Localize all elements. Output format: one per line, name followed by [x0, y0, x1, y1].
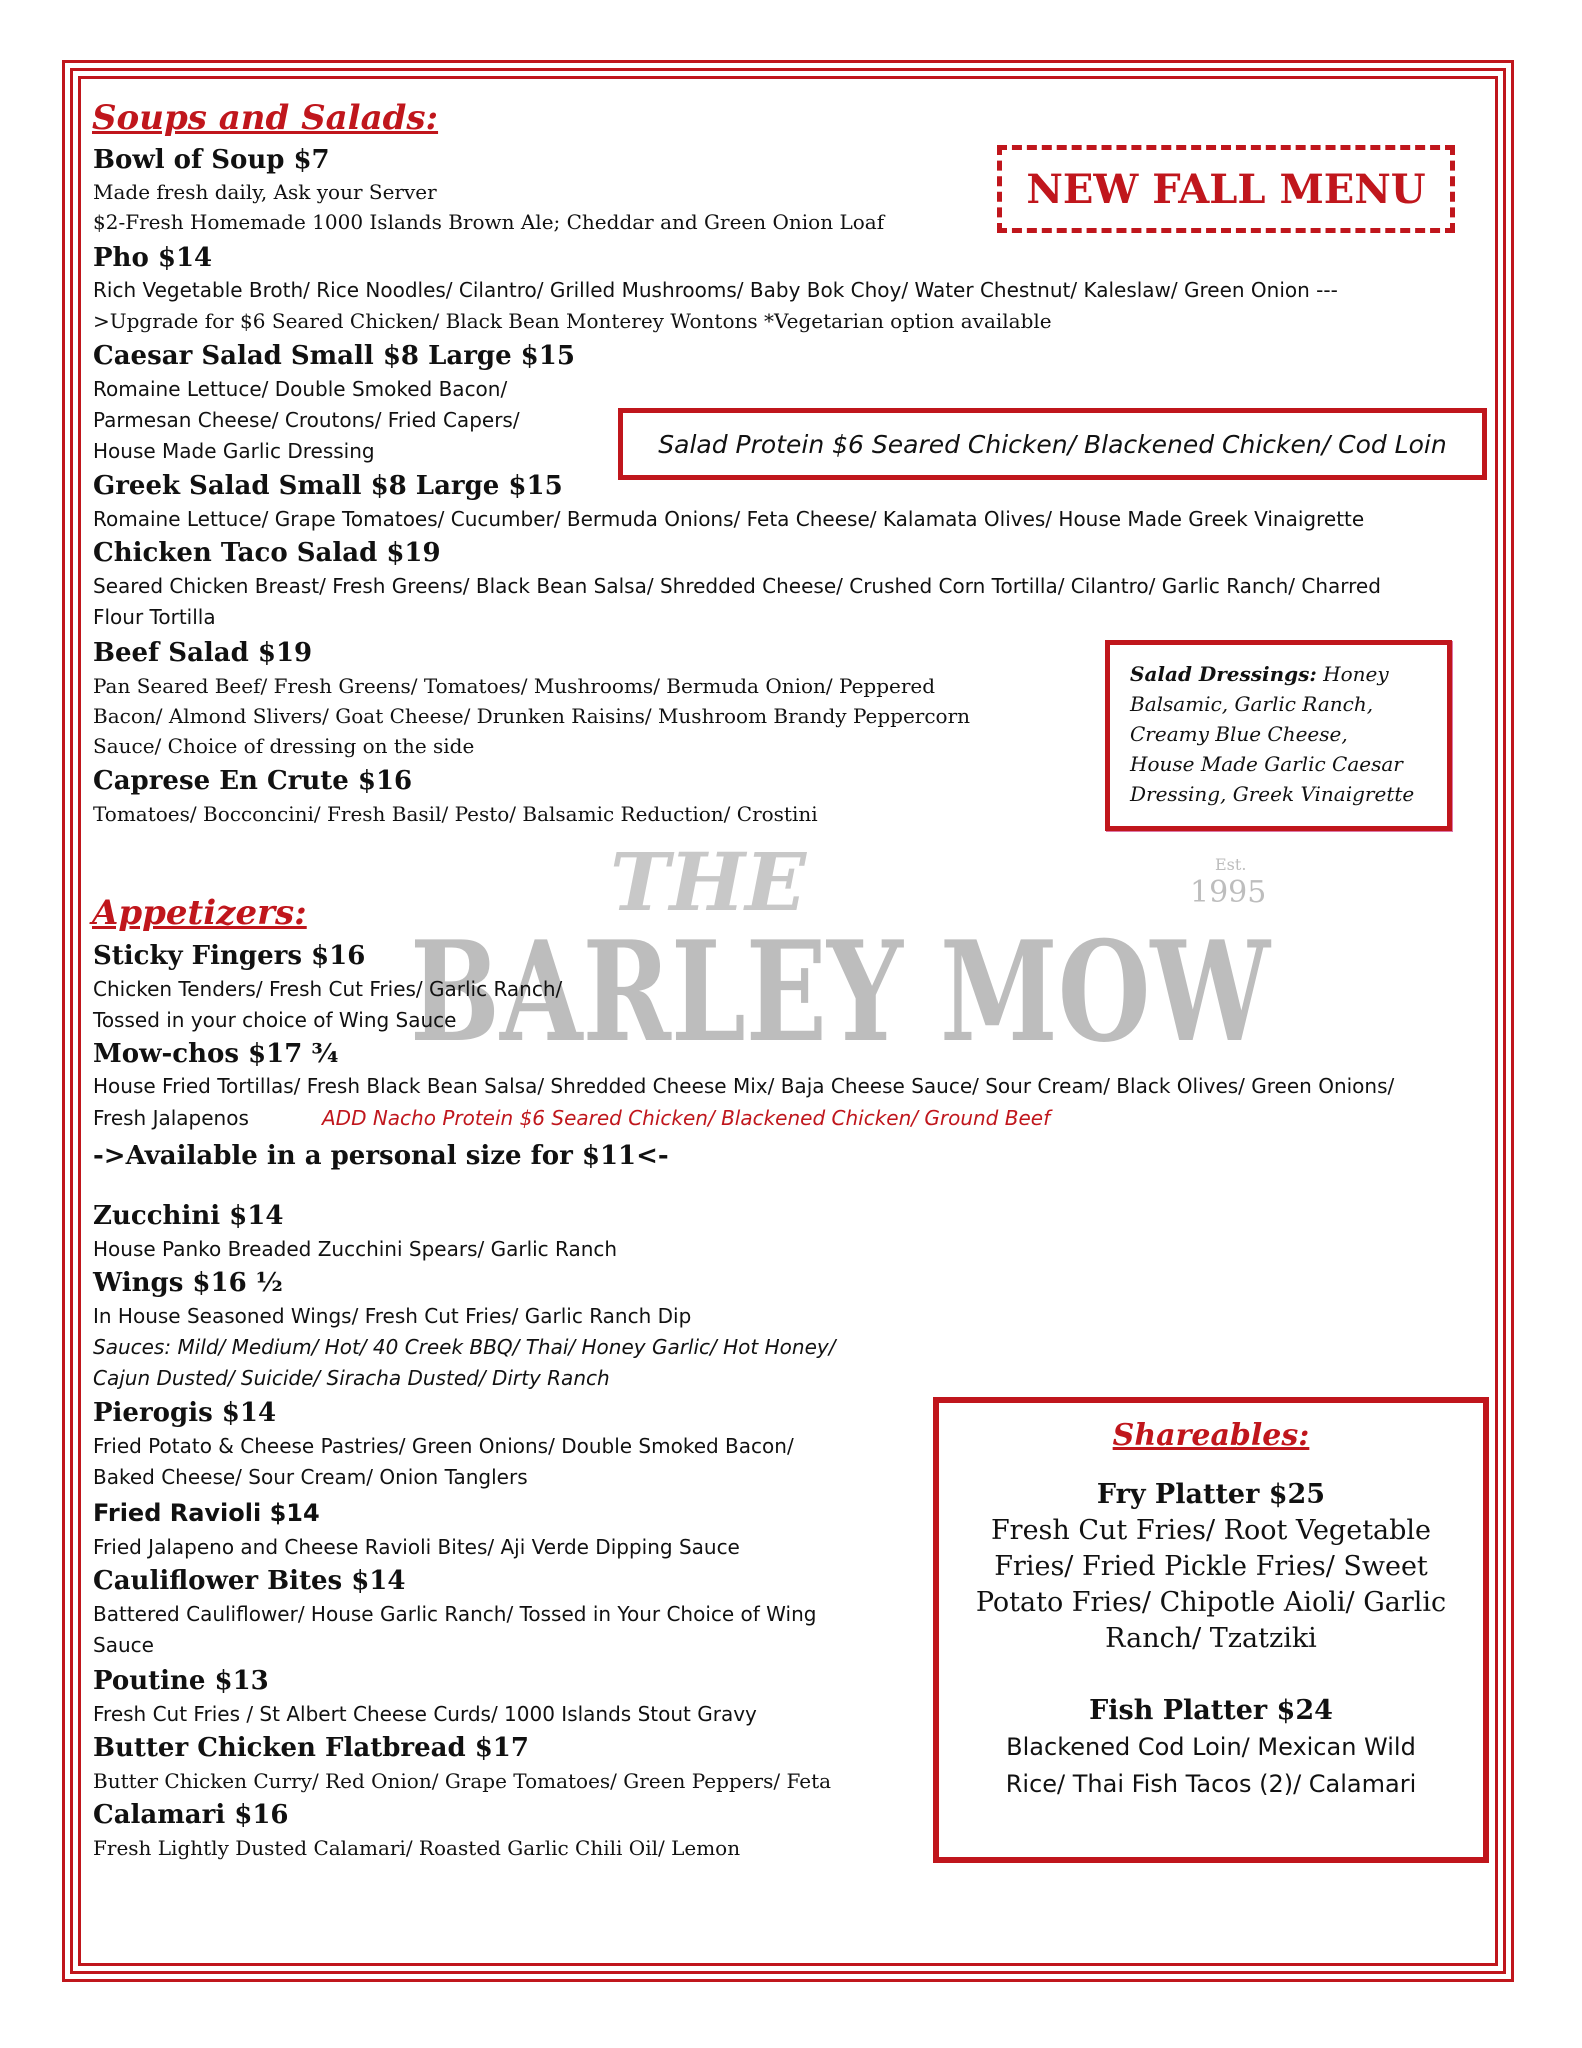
- logo-est: Est.: [1215, 855, 1247, 874]
- nacho-protein-note: ADD Nacho Protein $6 Seared Chicken/ Blackened Chicken/ Ground Beef: [322, 1106, 1051, 1130]
- mowchos-line2a: Fresh Jalapenos: [93, 1106, 249, 1130]
- pho-line2: >Upgrade for $6 Seared Chicken/ Black Bean Monterey Wontons *Vegetarian option available: [93, 309, 1052, 333]
- soup-line1: Made fresh daily, Ask your Server: [93, 180, 437, 204]
- dressings-line2: Balsamic, Garlic Ranch,: [1130, 692, 1374, 716]
- dressings-label: Salad Dressings:: [1130, 662, 1317, 686]
- pho-title: Pho $14: [93, 243, 213, 273]
- pierogis-title: Pierogis $14: [93, 1398, 277, 1428]
- mowchos-title: Mow-chos $17 ¾: [93, 1039, 339, 1069]
- soups-salads-heading: Soups and Salads:: [92, 98, 439, 138]
- barley-mow-logo: [400, 840, 1280, 1100]
- cauliflower-line1: Battered Cauliflower/ House Garlic Ranch/ Tossed in Your Choice of Wing: [93, 1602, 817, 1626]
- fried-ravioli-line1: Fried Jalapeno and Cheese Ravioli Bites/ Aji Verde Dipping Sauce: [93, 1535, 740, 1559]
- cauliflower-line2: Sauce: [93, 1633, 154, 1657]
- beef-salad-title: Beef Salad $19: [93, 638, 313, 668]
- wings-line1: In House Seasoned Wings/ Fresh Cut Fries/ Garlic Ranch Dip: [93, 1304, 692, 1328]
- butter-chicken-title: Butter Chicken Flatbread $17: [93, 1733, 529, 1763]
- fish-platter-line1: Blackened Cod Loin/ Mexican Wild: [1006, 1733, 1416, 1761]
- wings-sauces-line1: Sauces: Mild/ Medium/ Hot/ 40 Creek BBQ/ Thai/ Honey Garlic/ Hot Honey/: [93, 1335, 836, 1359]
- appetizers-heading: Appetizers:: [92, 893, 307, 933]
- logo-year: 1995: [1190, 875, 1267, 910]
- fish-platter-line2: Rice/ Thai Fish Tacos (2)/ Calamari: [1005, 1770, 1417, 1798]
- caesar-title: Caesar Salad Small $8 Large $15: [93, 341, 575, 371]
- zucchini-title: Zucchini $14: [93, 1201, 284, 1231]
- soup-title: Bowl of Soup $7: [93, 145, 330, 175]
- zucchini-line1: House Panko Breaded Zucchini Spears/ Garlic Ranch: [93, 1237, 618, 1261]
- calamari-title: Calamari $16: [93, 1800, 289, 1830]
- dressings-line5: Dressing, Greek Vinaigrette: [1130, 782, 1415, 806]
- cauliflower-title: Cauliflower Bites $14: [93, 1566, 406, 1596]
- dressings-line4: House Made Garlic Caesar: [1130, 752, 1403, 776]
- poutine-title: Poutine $13: [93, 1666, 269, 1696]
- caesar-line2: Parmesan Cheese/ Croutons/ Fried Capers/: [93, 408, 520, 432]
- pho-line1: Rich Vegetable Broth/ Rice Noodles/ Cilantro/ Grilled Mushrooms/ Baby Bok Choy/ Water Chestnut/ Kaleslaw/ Green Onion ---: [93, 278, 1338, 302]
- wings-title: Wings $16 ½: [93, 1268, 283, 1298]
- salad-protein-box: [618, 408, 1487, 480]
- salad-protein-text: Salad Protein $6 Seared Chicken/ Blackened Chicken/ Cod Loin: [658, 429, 1447, 459]
- dressings-line1: Salad Dressings: Honey: [1130, 662, 1389, 686]
- shareables-heading: Shareables:: [1112, 1418, 1310, 1453]
- fry-platter-line2: Fries/ Fried Pickle Fries/ Sweet: [994, 1551, 1428, 1582]
- caprese-line1: Tomatoes/ Bocconcini/ Fresh Basil/ Pesto/ Balsamic Reduction/ Crostini: [93, 802, 818, 826]
- soup-line2: $2-Fresh Homemade 1000 Islands Brown Ale; Cheddar and Green Onion Loaf: [93, 210, 885, 234]
- shareables-box: [933, 1397, 1489, 1863]
- dressings-line3: Creamy Blue Cheese,: [1130, 722, 1348, 746]
- caesar-line1: Romaine Lettuce/ Double Smoked Bacon/: [93, 377, 508, 401]
- fry-platter-title: Fry Platter $25: [1096, 1479, 1326, 1510]
- poutine-line1: Fresh Cut Fries / St Albert Cheese Curds/ 1000 Islands Stout Gravy: [93, 1702, 757, 1726]
- mowchos-line1: House Fried Tortillas/ Fresh Black Bean Salsa/ Shredded Cheese Mix/ Baja Cheese Sauce/ Sour Cream/ Black Olives/ Green Onions/: [93, 1074, 1395, 1098]
- fried-ravioli-title: Fried Ravioli $14: [93, 1499, 320, 1527]
- logo-name: BARLEY MOW: [410, 910, 1272, 1073]
- sticky-fingers-line1: Chicken Tenders/ Fresh Cut Fries/ Garlic Ranch/: [93, 977, 563, 1001]
- new-fall-menu-badge: [997, 145, 1455, 233]
- fish-platter-title: Fish Platter $24: [1089, 1695, 1333, 1726]
- caesar-line3: House Made Garlic Dressing: [93, 439, 375, 463]
- sticky-fingers-title: Sticky Fingers $16: [93, 941, 366, 971]
- personal-size-note: ->Available in a personal size for $11<-: [93, 1141, 669, 1171]
- fry-platter-line3: Potato Fries/ Chipotle Aioli/ Garlic: [975, 1587, 1447, 1618]
- sticky-fingers-line2: Tossed in your choice of Wing Sauce: [93, 1008, 457, 1032]
- beef-salad-line3: Sauce/ Choice of dressing on the side: [93, 734, 475, 758]
- fry-platter-line4: Ranch/ Tzatziki: [1105, 1623, 1317, 1654]
- taco-salad-line1: Seared Chicken Breast/ Fresh Greens/ Black Bean Salsa/ Shredded Cheese/ Crushed Corn Tortilla/ Cilantro/ Garlic Ranch/ Charred: [93, 574, 1381, 598]
- logo-the: THE: [610, 840, 807, 929]
- greek-line1: Romaine Lettuce/ Grape Tomatoes/ Cucumber/ Bermuda Onions/ Feta Cheese/ Kalamata Olives/ House Made Greek Vinaigrette: [93, 507, 1365, 531]
- taco-salad-title: Chicken Taco Salad $19: [93, 538, 441, 568]
- calamari-line1: Fresh Lightly Dusted Calamari/ Roasted Garlic Chili Oil/ Lemon: [93, 1836, 741, 1860]
- wings-sauces-line2: Cajun Dusted/ Suicide/ Siracha Dusted/ Dirty Ranch: [93, 1366, 610, 1390]
- badge-text: NEW FALL MENU: [1026, 165, 1426, 213]
- greek-title: Greek Salad Small $8 Large $15: [93, 471, 563, 501]
- butter-chicken-line1: Butter Chicken Curry/ Red Onion/ Grape Tomatoes/ Green Peppers/ Feta: [93, 1769, 832, 1793]
- caprese-title: Caprese En Crute $16: [93, 766, 413, 796]
- salad-dressings-box: [1105, 640, 1452, 831]
- pierogis-line1: Fried Potato & Cheese Pastries/ Green Onions/ Double Smoked Bacon/: [93, 1434, 794, 1458]
- pierogis-line2: Baked Cheese/ Sour Cream/ Onion Tanglers: [93, 1465, 528, 1489]
- beef-salad-line2: Bacon/ Almond Slivers/ Goat Cheese/ Drunken Raisins/ Mushroom Brandy Peppercorn: [93, 704, 971, 728]
- beef-salad-line1: Pan Seared Beef/ Fresh Greens/ Tomatoes/ Mushrooms/ Bermuda Onion/ Peppered: [93, 674, 936, 698]
- taco-salad-line2: Flour Tortilla: [93, 605, 216, 629]
- fry-platter-line1: Fresh Cut Fries/ Root Vegetable: [990, 1515, 1432, 1546]
